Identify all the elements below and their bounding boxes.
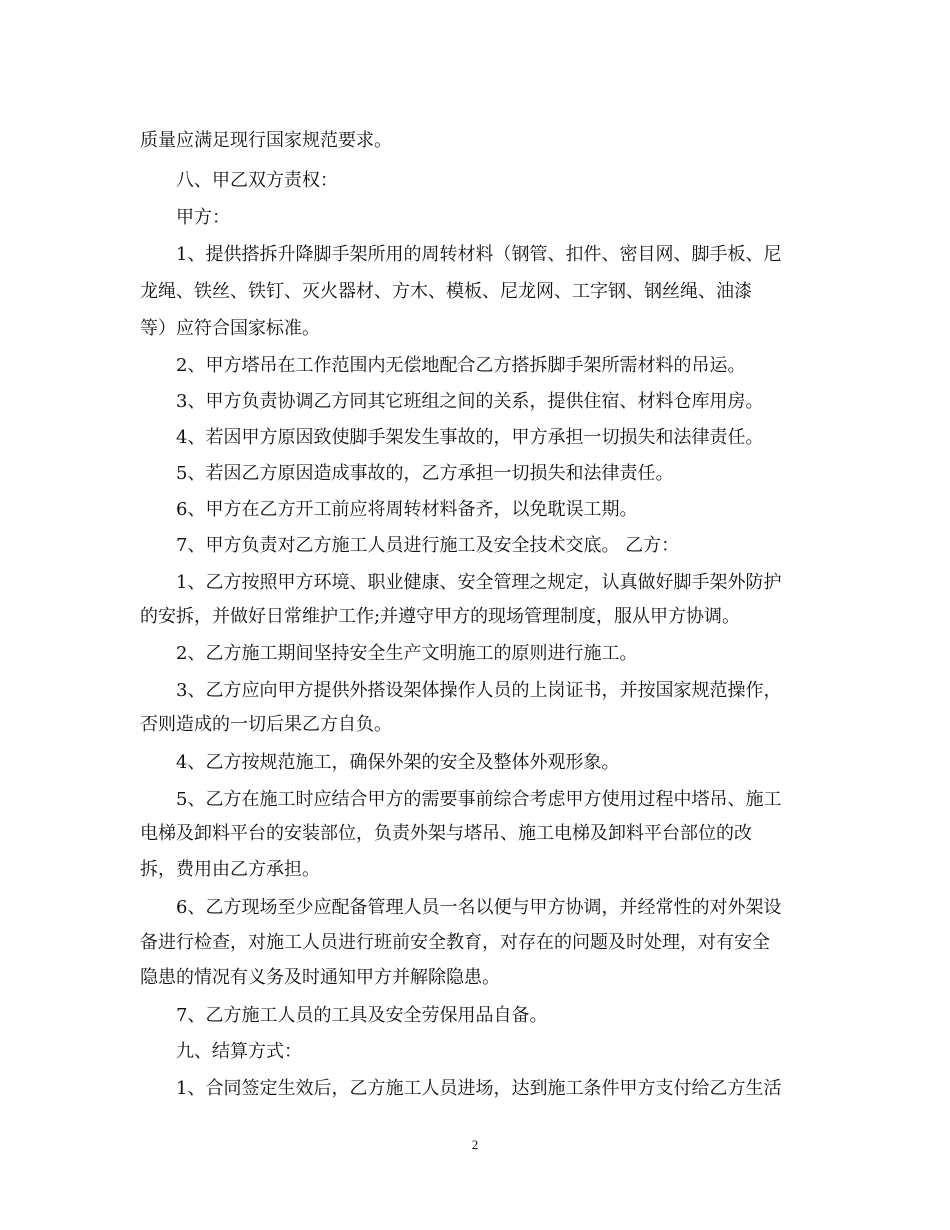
party-heading: 甲方： (176, 207, 230, 228)
text-line: 7、甲方负责对乙方施工人员进行施工及安全技术交底。 乙方： (176, 535, 680, 556)
text-line: 5、乙方在施工时应结合甲方的需要事前综合考虑甲方使用过程中塔吊、施工 (176, 789, 782, 810)
text-line: 2、甲方塔吊在工作范围内无偿地配合乙方搭拆脚手架所需材料的吊运。 (176, 355, 746, 376)
text-line: 3、乙方应向甲方提供外搭设架体操作人员的上岗证书，并按国家规范操作， (176, 680, 782, 701)
text-line: 电梯及卸料平台的安装部位，负责外架与塔吊、施工电梯及卸料平台部位的改 (140, 823, 752, 844)
text-line: 隐患的情况有义务及时通知甲方并解除隐患。 (140, 967, 500, 988)
text-line: 否则造成的一切后果乙方自负。 (140, 714, 392, 735)
text-line: 1、提供搭拆升降脚手架所用的周转材料（钢管、扣件、密目网、脚手板、尼 (176, 244, 782, 265)
text-line: 6、甲方在乙方开工前应将周转材料备齐，以免耽误工期。 (176, 499, 638, 520)
text-line: 1、合同签定生效后，乙方施工人员进场，达到施工条件甲方支付给乙方生活 (176, 1078, 782, 1099)
text-line: 5、若因乙方原因造成事故的，乙方承担一切损失和法律责任。 (176, 463, 674, 484)
section-heading: 八、甲乙双方责权： (176, 170, 338, 191)
text-line: 7、乙方施工人员的工具及安全劳保用品自备。 (176, 1005, 548, 1026)
text-line: 2、乙方施工期间坚持安全生产文明施工的原则进行施工。 (176, 643, 638, 664)
text-line: 4、乙方按规范施工，确保外架的安全及整体外观形象。 (176, 752, 620, 773)
text-line: 等）应符合国家标准。 (140, 318, 320, 339)
text-line: 6、乙方现场至少应配备管理人员一名以便与甲方协调，并经常性的对外架设 (176, 897, 782, 918)
text-line: 龙绳、铁丝、铁钉、灭火器材、方木、模板、尼龙网、工字钢、钢丝绳、油漆 (140, 281, 752, 302)
text-line: 4、若因甲方原因致使脚手架发生事故的，甲方承担一切损失和法律责任。 (176, 427, 764, 448)
page-number: 2 (471, 1137, 479, 1152)
text-line: 备进行检查，对施工人员进行班前安全教育，对存在的问题及时处理，对有安全 (140, 932, 770, 953)
text-line: 质量应满足现行国家规范要求。 (140, 130, 392, 151)
text-line: 拆，费用由乙方承担。 (140, 859, 320, 880)
text-line: 的安拆，并做好日常维护工作;并遵守甲方的现场管理制度，服从甲方协调。 (140, 606, 741, 627)
text-line: 3、甲方负责协调乙方同其它班组之间的关系，提供住宿、材料仓库用房。 (176, 391, 764, 412)
text-line: 1、乙方按照甲方环境、职业健康、安全管理之规定，认真做好脚手架外防护 (176, 572, 782, 593)
section-heading: 九、结算方式： (176, 1041, 302, 1062)
